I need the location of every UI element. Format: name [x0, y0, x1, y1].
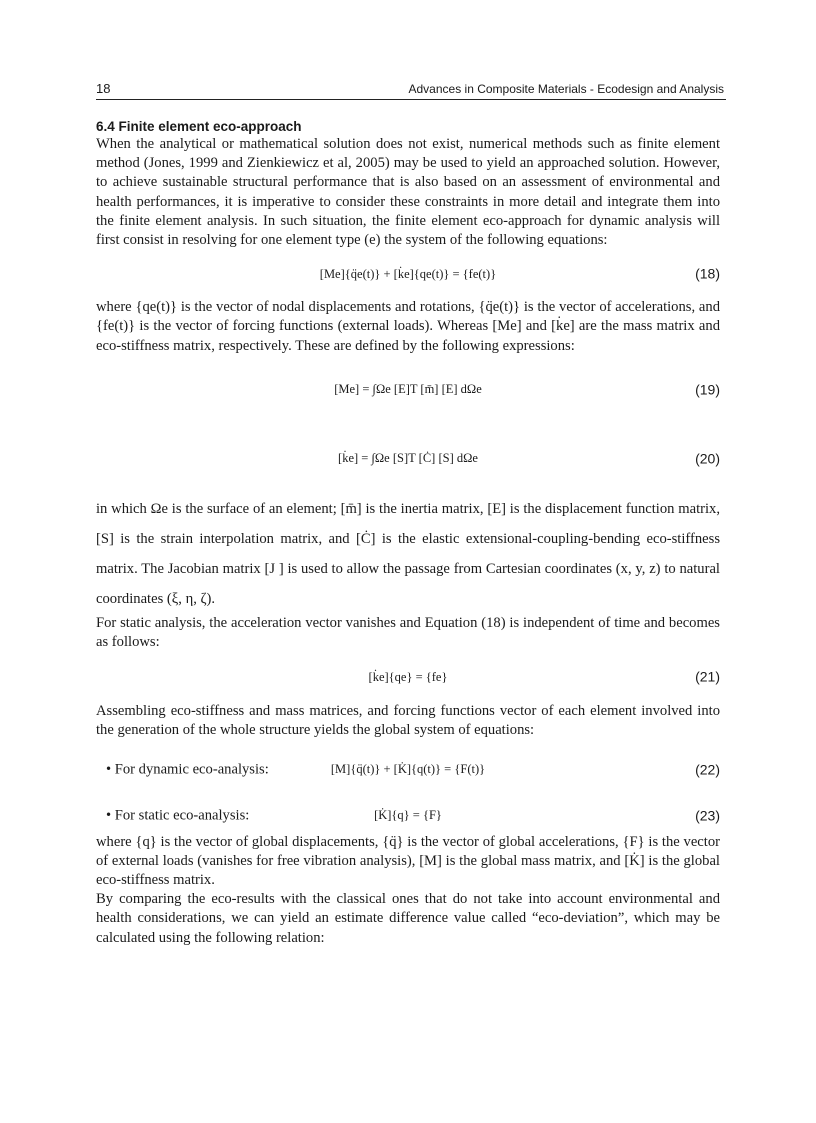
equation-23 [96, 799, 720, 833]
equation-20 [96, 424, 720, 494]
equation-18-number: (18) [695, 265, 720, 282]
equation-20-number: (20) [695, 450, 720, 467]
paragraph-eco-deviation: By comparing the eco-results with the classical ones that do not take into account environmental and health considerations, we can yield an estimate difference value called “eco-deviation”, which may be calculated using the following relation: [96, 891, 720, 946]
body-text [96, 118, 720, 948]
paragraph-vectors: where {qe(t)} is the vector of nodal displacements and rotations, {q̈e(t)} is the vector of accelerations, and {fe(t)} is the vector of forcing functions (external loads). Whereas [Me] and [k̇e] are the mass matrix and eco-stiffness matrix, respectively. These are defined by the following expressions: [96, 299, 720, 354]
paragraph-global-vectors: where {q} is the vector of global displacements, {q̈} is the vector of global accelerations, {F} is the vector of external loads (vanishes for free vibration analysis), [M] is the global mass matrix, and [K̇] is the global eco-stiffness matrix. [96, 833, 720, 889]
equation-22-number: (22) [695, 761, 720, 778]
equation-18 [96, 250, 720, 298]
equation-19-number: (19) [695, 381, 720, 398]
equation-23-label: • For static eco-analysis: [106, 807, 250, 824]
equation-23-expr: [K̇]{q} = {F} [374, 808, 442, 823]
journal-title: Advances in Composite Materials - Ecodesign and Analysis [408, 82, 724, 96]
running-header [96, 80, 726, 100]
paragraph-assembly: Assembling eco-stiffness and mass matrices, and forcing functions vector of each element involved into the generation of the whole structure yields the global system of equations: [96, 703, 720, 739]
equation-21-number: (21) [695, 668, 720, 685]
equation-22-expr: [M]{q̈(t)} + [K̇]{q(t)} = {F(t)} [330, 762, 486, 777]
paragraph-static: For static analysis, the acceleration vector vanishes and Equation (18) is independent of time and becomes as follows: [96, 614, 720, 651]
equation-23-number: (23) [695, 807, 720, 824]
page-number: 18 [96, 81, 111, 96]
equation-19 [96, 356, 720, 424]
equation-22 [96, 741, 720, 799]
equation-18-expr: [Me]{q̈e(t)} + [k̇e]{qe(t)} = {fe(t)} [319, 266, 497, 281]
equation-20-expr: [k̇e] = ∫Ωe [S]T [Ċ] [S] dΩe [338, 451, 478, 466]
equation-22-label: • For dynamic eco-analysis: [106, 761, 269, 778]
equation-19-expr: [Me] = ∫Ωe [E]T [m̄] [E] dΩe [334, 382, 482, 397]
paragraph-intro: When the analytical or mathematical solution does not exist, numerical methods such as finite element method (Jones, 1999 and Zienkiewicz et al, 2005) may be used to yield an approached solution. However, to achieve sustainable structural performance that is also based on an assessment of environmental and health performances, it is imperative to consider these constraints in more detail and integrate them into the finite element analysis. In such situation, the finite element eco-approach for dynamic analysis will first consist in resolving for one element type (e) the system of the following equations: [96, 136, 720, 249]
equation-21 [96, 652, 720, 702]
equation-21-expr: [k̇e]{qe} = {fe} [368, 669, 448, 684]
paragraph-definitions: in which Ωe is the surface of an element; [m̄] is the inertia matrix, [E] is the displacement function matrix, [S] is the strain interpolation matrix, and [Ċ] is the elastic extensional-coupling-bending eco-stiffness matrix. The Jacobian matrix [J ] is used to allow the passage from Cartesian coordinates (x, y, z) to natural coordinates (ξ, η, ζ). [96, 500, 720, 607]
section-title: 6.4 Finite element eco-approach [96, 119, 302, 134]
